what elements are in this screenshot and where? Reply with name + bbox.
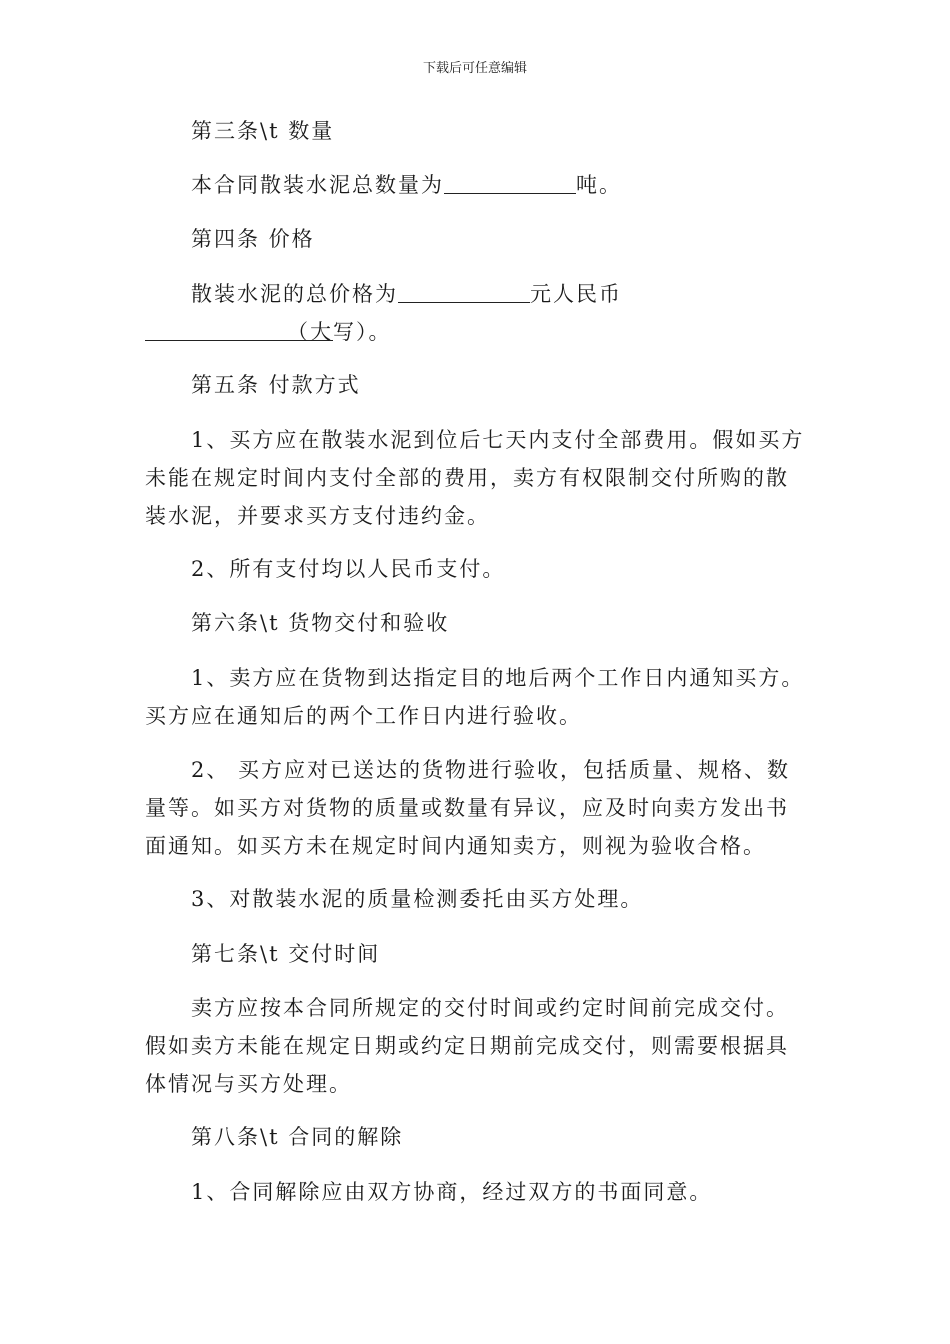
article-3-text-b: 吨。 bbox=[576, 173, 622, 197]
article-6-title: 第六条\t 货物交付和验收 bbox=[191, 611, 450, 635]
article-8-item-1: 1、合同解除应由双方协商，经过双方的书面同意。 bbox=[191, 1180, 713, 1204]
article-5-item-2: 2、所有支付均以人民币支付。 bbox=[191, 557, 506, 581]
article-6-item-3: 3、对散装水泥的质量检测委托由买方处理。 bbox=[191, 887, 644, 911]
quantity-blank bbox=[444, 171, 576, 194]
article-4-text-c: （大写）。 bbox=[287, 320, 392, 344]
price-blank bbox=[398, 280, 530, 303]
article-4-title: 第四条 价格 bbox=[191, 227, 315, 251]
article-3-text-a: 本合同散装水泥总数量为 bbox=[191, 173, 444, 197]
article-4-text bbox=[145, 275, 805, 351]
article-4-text-a: 散装水泥的总价格为 bbox=[191, 282, 398, 306]
article-4-text-b: 元人民币 bbox=[530, 282, 622, 306]
article-6-item-1: 1、卖方应在货物到达指定目的地后两个工作日内通知买方。买方应在通知后的两个工作日内进行验收。 bbox=[145, 666, 805, 728]
article-7-text: 卖方应按本合同所规定的交付时间或约定时间前完成交付。假如卖方未能在规定日期或约定日期前完成交付，则需要根据具体情况与买方处理。 bbox=[145, 996, 789, 1096]
article-3-title: 第三条\t 数量 bbox=[191, 119, 335, 143]
article-6-item-2: 2、 买方应对已送达的货物进行验收，包括质量、规格、数量等。如买方对货物的质量或数量有异议，应及时向卖方发出书面通知。如买方未在规定时间内通知卖方，则视为验收合格。 bbox=[145, 758, 791, 858]
article-5-title: 第五条 付款方式 bbox=[191, 373, 361, 397]
page-header: 下载后可任意编辑 bbox=[422, 61, 527, 76]
article-5-item-1: 1、买方应在散装水泥到位后七天内支付全部费用。假如买方未能在规定时间内支付全部的费用，卖方有权限制交付所购的散装水泥，并要求买方支付违约金。 bbox=[145, 428, 805, 528]
article-7-title: 第七条\t 交付时间 bbox=[191, 942, 381, 966]
article-3-text bbox=[145, 166, 805, 204]
article-8-title: 第八条\t 合同的解除 bbox=[191, 1125, 404, 1149]
